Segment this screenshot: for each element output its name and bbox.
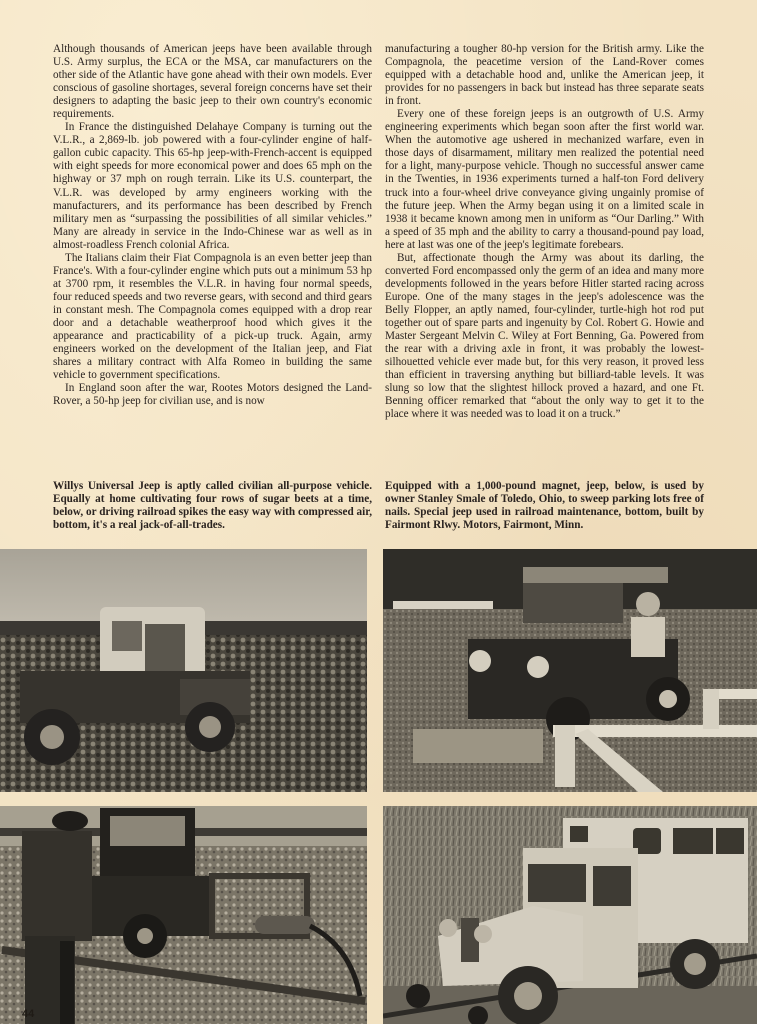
photo-jeep-spike-driver <box>0 806 367 1024</box>
photo-caption-left: Willys Universal Jeep is aptly called civilian all-purpose vehicle. Equally at home cultivating four rows of sugar beets at a time, below, or driving railroad spikes the easy way with compressed air, bottom, it's a real jack-of-all-trades. <box>53 480 372 532</box>
photo-jeep-beet-field <box>0 549 367 792</box>
photo-caption-right: Equipped with a 1,000-pound magnet, jeep, below, is used by owner Stanley Smale of Toledo, Ohio, to sweep parking lots free of nails. Special jeep used in railroad maintenance, bottom, built by Fairmont Rlwy. Motors, Fairmont, Minn. <box>385 480 704 532</box>
article-paragraph: In France the distinguished Delahaye Company is turning out the V.L.R., a 2,869-lb. job powered with a four-cylinder engine of half-gallon cubic capacity. This 65-hp jeep-with-French-accent is equipped with eight speeds for more economical power and does 65 mph on the highway or 37 mph on rough terrain. Like its U.S. counterpart, the V.L.R. was developed by army engineers working with the manufacturers, and its performance has been described by French military men as “surpassing the possibilities of all similar vehicles.” Many are already in service in the Indo-Chinese war as well as in almost-roadless French colonial Africa. <box>53 121 372 251</box>
article-paragraph: But, affectionate though the Army was about its darling, the converted Ford encompassed only the germ of an idea and many more developments followed in the years before Hitler started racing across Europe. One of the many stages in the jeep's adolescence was the Belly Flopper, an aptly named, four-cylinder, turtle-high hot rod put together out of spare parts and ingenuity by Col. Robert G. Howie and Master Sergeant Melvin C. Wiley at Fort Benning, Ga. Powered from the rear with a driving axle in front, it was probably the lowest-silhouetted vehicle ever made but, for this very reason, it proved less than efficient in traversing anything but billiard-table levels. It was slung so low that the slightest hillock proved a hazard, and one Ft. Benning officer remarked that “about the only way to get it to the place where it was needed was to load it on a truck.” <box>385 251 704 421</box>
article-paragraph: Every one of these foreign jeeps is an outgrowth of U.S. Army engineering experiments which began soon after the first world war. When the automotive age ushered in mechanized warfare, even in those days of disarmament, military men realized the potential need for a light, many-purpose vehicle. Though no successful answer came in the Twenties, in 1936 experiments turned a half-ton Ford delivery truck into a four-wheel drive conveyance giving ungainly promise of the future jeep. When the Army began using it on a limited scale in 1938 it became known among men in uniform as “Our Darling.” With a speed of 35 mph and the ability to carry a thousand-pound pay load, here at last was one of the jeep's legitimate forebears. <box>385 108 704 251</box>
article-paragraph: Although thousands of American jeeps have been available through U.S. Army surplus, the ECA or the MSA, car manufacturers on the other side of the Atlantic have gone ahead with their own models. Ever conscious of gasoline shortages, several foreign concerns have set their designers to adapting the basic jeep to their own country's economic requirements. <box>53 43 372 121</box>
photo-jeep-magnet-sweeper <box>383 549 757 792</box>
article-column-right <box>385 43 704 421</box>
photo-jeep-railroad-truck <box>383 806 757 1024</box>
article-paragraph: manufacturing a tougher 80-hp version for the British army. Like the Compagnola, the peacetime version of the Land-Rover comes equipped with a detachable hood and, unlike the American jeep, it provides for no passengers in back but instead has three separate seats in front. <box>385 43 704 108</box>
article-paragraph: In England soon after the war, Rootes Motors designed the Land-Rover, a 50-hp jeep for civilian use, and is now <box>53 382 372 408</box>
page-number: 44 <box>22 1008 35 1020</box>
article-paragraph: The Italians claim their Fiat Compagnola is an even better jeep than France's. With a four-cylinder engine which puts out a minimum 53 hp at 3700 rpm, it resembles the V.L.R. in having four normal speeds, four reduced speeds and two reverse gears, with second and third gears in constant mesh. The Compagnola comes equipped with a drop rear door and a detachable weatherproof hood which gives it the appearance and practicability of a pick-up truck. Again, army engineers worked on the development of the Italian jeep, and Fiat shares a military contract with Alfa Romeo in building the same vehicle to government specifications. <box>53 251 372 382</box>
article-column-left <box>53 43 372 408</box>
